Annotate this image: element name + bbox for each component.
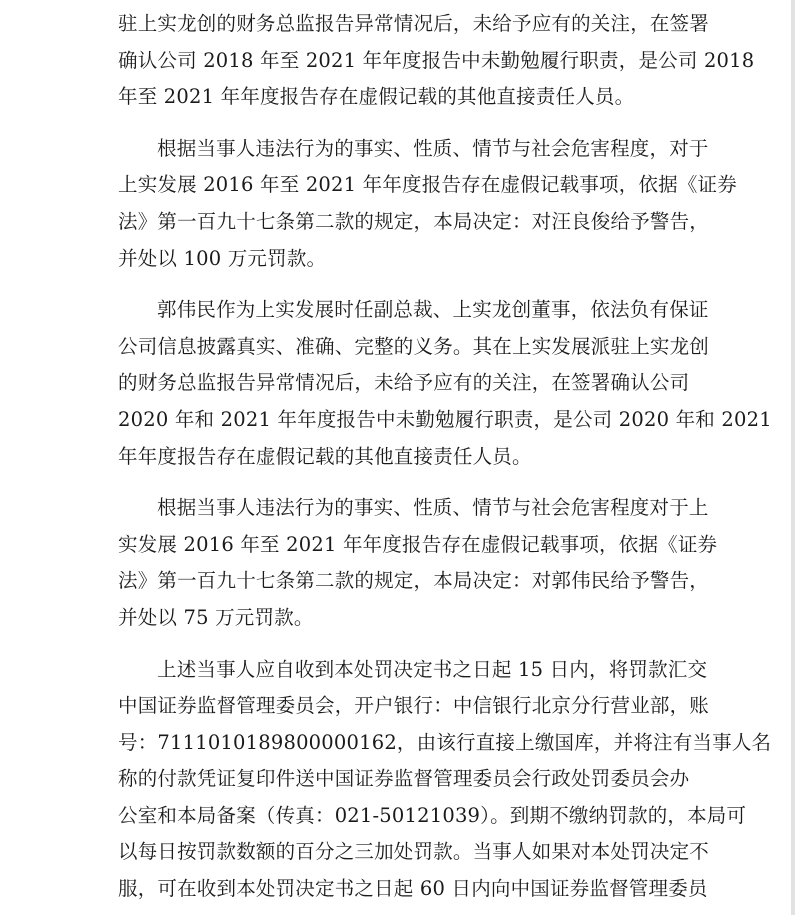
text-line: 号：7111010189800000162，由该行直接上缴国库，并将注有当事人名 <box>118 730 772 754</box>
scrollbar-track[interactable] <box>791 0 795 915</box>
text-line: 驻上实龙创的财务总监报告异常情况后，未给予应有的关注，在签署 <box>118 12 710 35</box>
text-line: 上述当事人应自收到本处罚决定书之日起 15 日内，将罚款汇交 <box>157 657 708 681</box>
text-line: 的财务总监报告异常情况后，未给予应有的关注，在签署确认公司 <box>118 371 690 395</box>
text-line: 年至 2021 年年度报告存在虚假记载的其他直接责任人员。 <box>118 85 635 109</box>
text-line: 法》第一百九十七条第二款的规定，本局决定：对郭伟民给予警告， <box>118 569 710 593</box>
text-line: 服，可在收到本处罚决定书之日起 60 日内向中国证券监督管理委员 <box>118 877 708 901</box>
text-line: 根据当事人违法行为的事实、性质、情节与社会危害程度对于上 <box>157 496 709 520</box>
text-line: 上实发展 2016 年至 2021 年年度报告存在虚假记载事项，依据《证券 <box>118 173 737 197</box>
text-line: 公司信息披露真实、准确、完整的义务。其在上实发展派驻上实龙创 <box>118 334 710 358</box>
paragraph-penalty-wang <box>118 131 737 277</box>
paragraph-payment-instructions <box>118 652 772 908</box>
text-line: 实发展 2016 年至 2021 年年度报告存在虚假记载事项，依据《证券 <box>118 532 718 556</box>
paragraph-penalty-guo <box>118 490 718 636</box>
document-body <box>118 6 772 923</box>
text-line: 法》第一百九十七条第二款的规定，本局决定：对汪良俊给予警告， <box>118 209 710 233</box>
text-line: 2020 年和 2021 年年度报告中未勤勉履行职责，是公司 2020 年和 2021 <box>118 407 772 431</box>
text-line: 并处以 100 万元罚款。 <box>118 246 327 270</box>
text-line: 根据当事人违法行为的事实、性质、情节与社会危害程度，对于 <box>157 136 709 160</box>
paragraph-guo-responsibility <box>118 292 772 475</box>
text-line: 以每日按罚款数额的百分之三加处罚款。当事人如果对本处罚决定不 <box>118 840 710 864</box>
text-line: 年年度报告存在虚假记载的其他直接责任人员。 <box>118 444 532 468</box>
text-line: 称的付款凭证复印件送中国证券监督管理委员会行政处罚委员会办 <box>118 767 690 791</box>
text-line: 并处以 75 万元罚款。 <box>118 605 314 629</box>
text-line: 中国证券监督管理委员会，开户银行：中信银行北京分行营业部，账 <box>118 694 710 718</box>
text-line: 确认公司 2018 年至 2021 年年度报告中未勤勉履行职责，是公司 2018 <box>118 48 755 72</box>
paragraph-guo-prior-responsibility-continued <box>118 6 755 116</box>
text-line: 郭伟民作为上实发展时任副总裁、上实龙创董事，依法负有保证 <box>157 298 709 322</box>
text-line: 公室和本局备案（传真：021-50121039）。到期不缴纳罚款的，本局可 <box>118 803 747 827</box>
